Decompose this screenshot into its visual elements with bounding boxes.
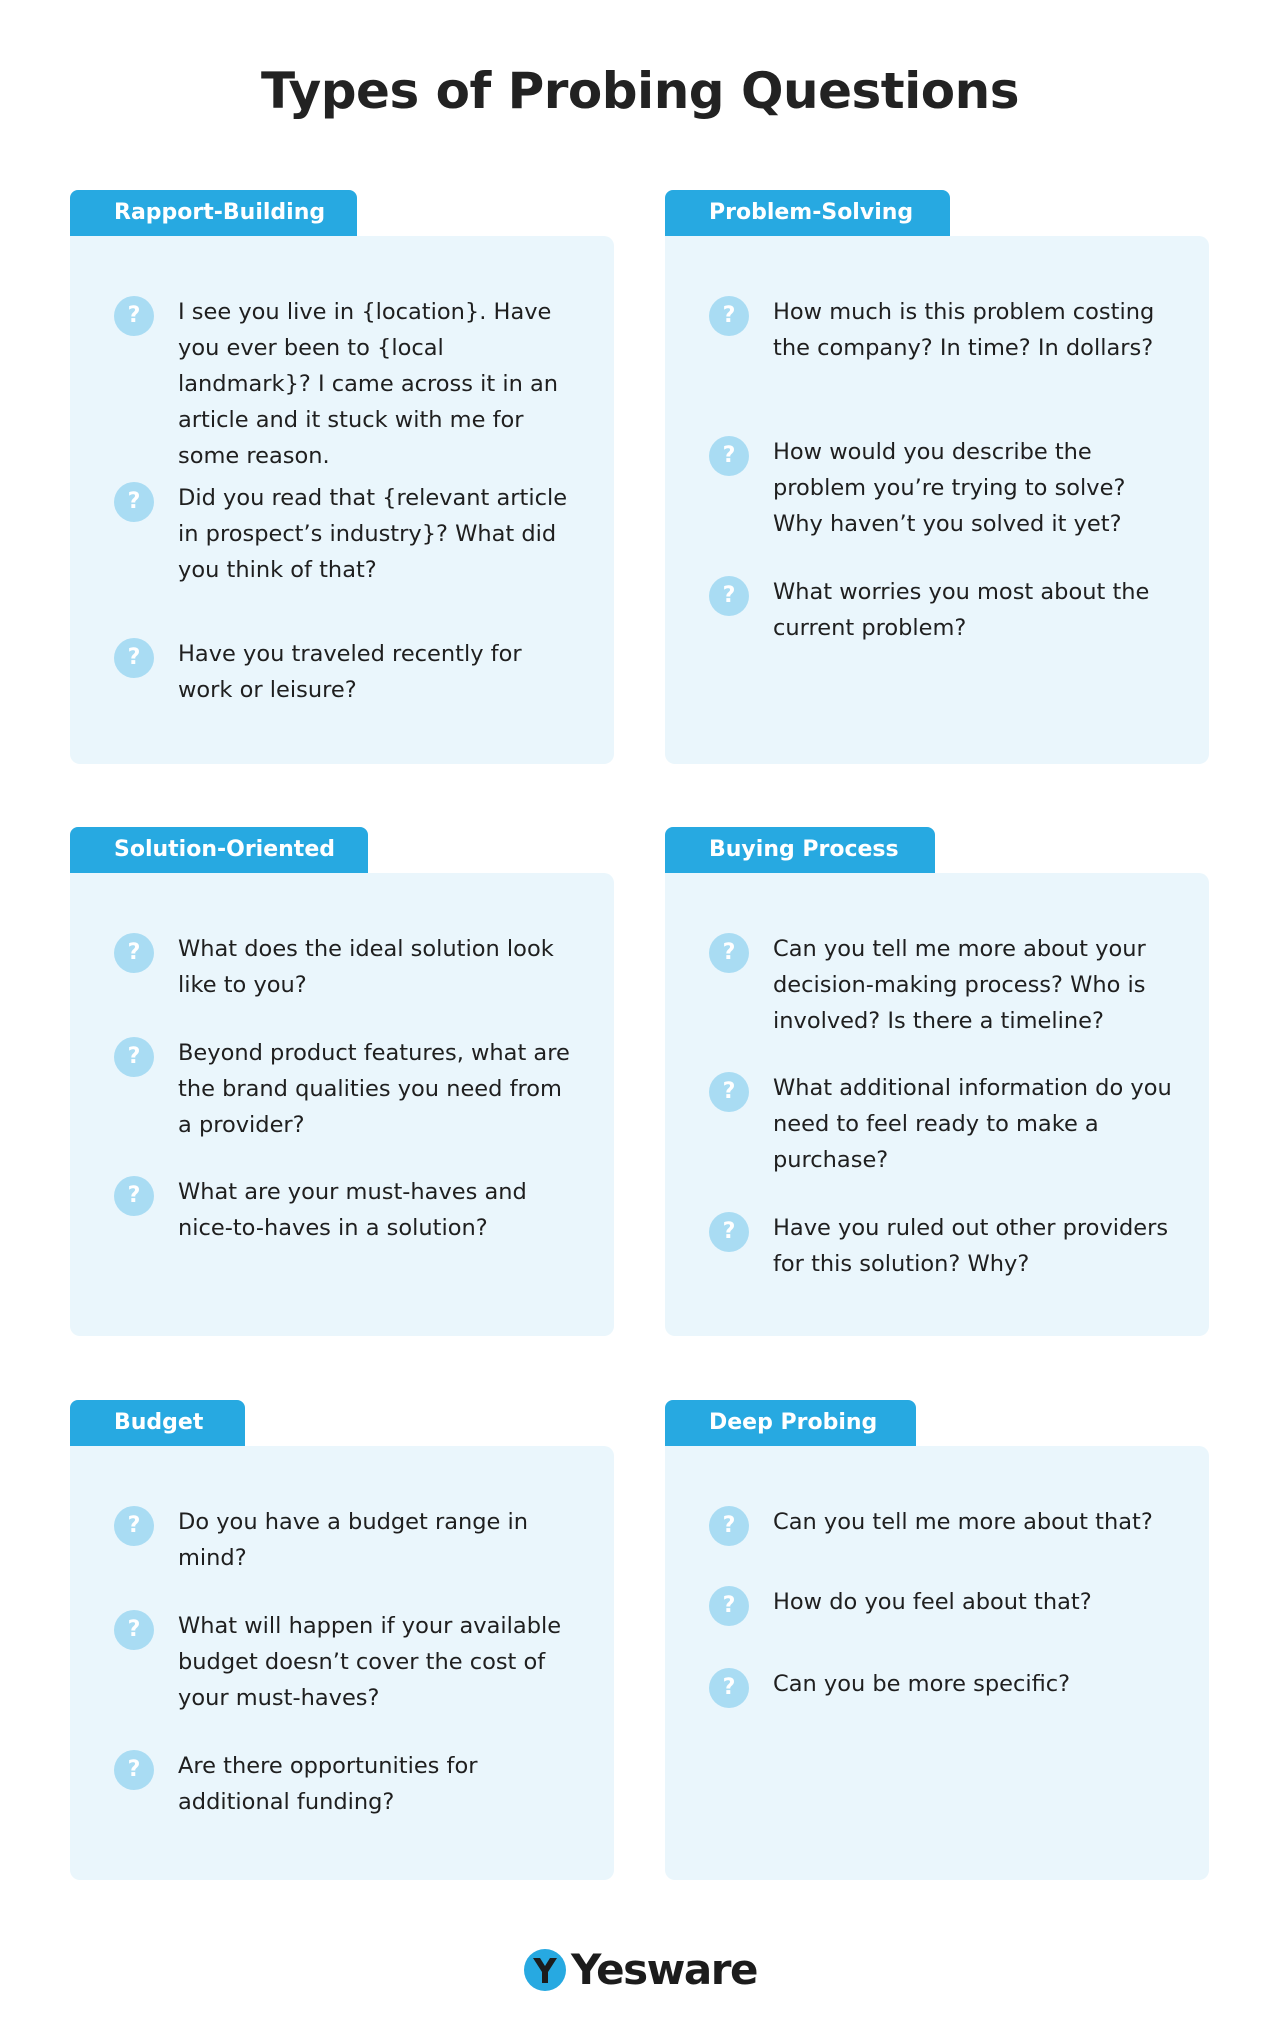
- question-item: [114, 1752, 578, 1820]
- question-text: Can you tell me more about your decision-making process? Who is involved? Is there a timeline?: [773, 936, 1146, 1034]
- question-item: [709, 1074, 1173, 1178]
- question-mark-icon: ?: [114, 482, 154, 522]
- question-text: How would you describe the problem you’re trying to solve? Why haven’t you solved it yet?: [773, 439, 1126, 537]
- section-card: [70, 1446, 614, 1880]
- question-item: [114, 484, 578, 588]
- page-title: Types of Probing Questions: [260, 62, 1020, 120]
- question-text: Have you ruled out other providers for this solution? Why?: [773, 1215, 1169, 1277]
- question-mark-icon: ?: [709, 1586, 749, 1626]
- question-item: [709, 1670, 1173, 1708]
- question-item: [709, 935, 1173, 1039]
- question-item: [709, 1214, 1173, 1282]
- question-mark-icon: ?: [114, 1750, 154, 1790]
- question-item: [709, 1508, 1173, 1546]
- section-card: [665, 1446, 1209, 1880]
- question-text: Are there opportunities for additional funding?: [178, 1753, 478, 1815]
- question-text: What are your must-haves and nice-to-haves in a solution?: [178, 1179, 527, 1241]
- question-mark-icon: ?: [114, 1506, 154, 1546]
- question-item: [114, 1178, 578, 1246]
- question-item: [114, 935, 578, 1003]
- question-item: [114, 298, 578, 474]
- section-card: [70, 236, 614, 764]
- question-text: Have you traveled recently for work or leisure?: [178, 641, 522, 703]
- question-mark-icon: ?: [709, 1668, 749, 1708]
- question-text: I see you live in {location}. Have you ever been to {local landmark}? I came across it in an article and it stuck with me for some reason.: [178, 299, 559, 469]
- section-tab: Rapport-Building: [70, 190, 357, 236]
- section-card: [665, 236, 1209, 764]
- question-mark-icon: ?: [709, 436, 749, 476]
- section-tab: Solution-Oriented: [70, 827, 368, 873]
- question-text: Do you have a budget range in mind?: [178, 1509, 529, 1571]
- question-text: What worries you most about the current problem?: [773, 579, 1150, 641]
- question-mark-icon: ?: [709, 576, 749, 616]
- brand-name: Yesware: [571, 1945, 757, 1994]
- question-text: How much is this problem costing the company? In time? In dollars?: [773, 299, 1155, 361]
- section-tab: Budget: [70, 1400, 245, 1446]
- question-item: [114, 1508, 578, 1576]
- question-text: How do you feel about that?: [773, 1589, 1092, 1615]
- question-text: What will happen if your available budget doesn’t cover the cost of your must-haves?: [178, 1613, 562, 1711]
- section-tab: Buying Process: [665, 827, 935, 873]
- question-mark-icon: ?: [114, 296, 154, 336]
- question-mark-icon: ?: [114, 1610, 154, 1650]
- question-text: Beyond product features, what are the brand qualities you need from a provider?: [178, 1040, 570, 1138]
- section-tab: Problem-Solving: [665, 190, 950, 236]
- question-text: Can you tell me more about that?: [773, 1509, 1153, 1535]
- question-text: Did you read that {relevant article in prospect’s industry}? What did you think of that?: [178, 485, 568, 583]
- question-text: Can you be more specific?: [773, 1671, 1071, 1697]
- question-item: [709, 1588, 1173, 1626]
- question-mark-icon: ?: [114, 1176, 154, 1216]
- question-item: [709, 578, 1173, 646]
- question-item: [709, 438, 1173, 542]
- section-card: [665, 873, 1209, 1336]
- question-mark-icon: ?: [709, 1506, 749, 1546]
- question-item: [709, 298, 1173, 366]
- question-text: What does the ideal solution look like to you?: [178, 936, 554, 998]
- question-mark-icon: ?: [709, 1072, 749, 1112]
- yesware-y-logo-icon: [523, 1948, 567, 1992]
- question-item: [114, 1039, 578, 1143]
- question-mark-icon: ?: [114, 933, 154, 973]
- question-mark-icon: ?: [709, 933, 749, 973]
- footer-logo: [0, 1945, 1280, 1994]
- section-card: [70, 873, 614, 1336]
- section-tab: Deep Probing: [665, 1400, 916, 1446]
- question-text: What additional information do you need to feel ready to make a purchase?: [773, 1075, 1172, 1173]
- question-mark-icon: ?: [114, 1037, 154, 1077]
- question-mark-icon: ?: [114, 638, 154, 678]
- question-item: [114, 1612, 578, 1716]
- question-mark-icon: ?: [709, 296, 749, 336]
- question-item: [114, 640, 578, 708]
- question-mark-icon: ?: [709, 1212, 749, 1252]
